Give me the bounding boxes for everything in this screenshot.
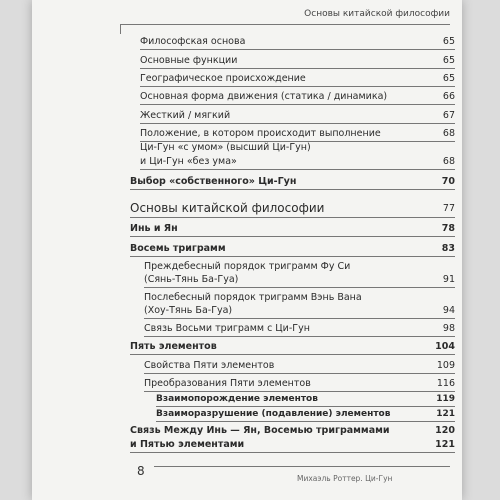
toc-entry[interactable]: Основная форма движения (статика / динамика) 66 [140, 91, 455, 105]
toc-entry[interactable]: Положение, в котором происходит выполнение 68 [140, 128, 455, 142]
toc-entry-line1: Послебесный порядок триграмм Вэнь Вана [144, 292, 362, 303]
footer-author: Михаэль Роттер. Ци-Гун [297, 474, 393, 483]
toc-entry[interactable]: Восемь триграмм 83 [130, 243, 455, 257]
toc-entry[interactable]: Пять элементов 104 [130, 341, 455, 355]
page-number: 8 [137, 464, 145, 478]
toc-entry[interactable]: Свойства Пяти элементов 109 [144, 360, 455, 374]
toc-entry[interactable]: Связь Восьми триграмм с Ци-Гун 98 [144, 323, 455, 337]
toc-entry[interactable]: Жесткий / мягкий 67 [140, 110, 455, 124]
toc-chapter[interactable]: Основы китайской философии 77 [130, 201, 455, 218]
toc-entry[interactable]: Преобразования Пяти элементов 116 [144, 378, 455, 392]
toc-entry[interactable]: Философская основа 65 [140, 36, 455, 50]
toc-entry[interactable]: и Пятью элементами 121 [130, 439, 455, 453]
toc-entry[interactable]: Географическое происхождение 65 [140, 73, 455, 87]
toc-entry[interactable]: Основные функции 65 [140, 55, 455, 69]
toc-entry[interactable]: Взаимопорождение элементов 119 [156, 393, 455, 407]
header-rule-tick [120, 24, 121, 34]
book-page [32, 0, 462, 500]
header-rule [120, 24, 450, 25]
toc-entry-line1: Ци-Гун «с умом» (высший Ци-Гун) [140, 142, 311, 153]
toc-entry[interactable]: Инь и Ян 78 [130, 223, 455, 237]
toc-entry[interactable]: (Сянь-Тянь Ба-Гуа) 91 [144, 274, 455, 288]
toc-entry[interactable]: Выбор «собственного» Ци-Гун 70 [130, 176, 455, 190]
running-head: Основы китайской философии [304, 9, 450, 19]
toc-entry[interactable]: (Хоу-Тянь Ба-Гуа) 94 [144, 305, 455, 319]
toc-entry[interactable]: Взаиморазрушение (подавление) элементов 121 [156, 408, 455, 422]
toc-entry[interactable]: и Ци-Гун «без ума» 68 [140, 156, 455, 170]
toc-entry-line1: Связь Между Инь — Ян, Восемью триграммами 120 [130, 425, 455, 436]
footer-rule [154, 466, 450, 467]
toc-entry-line1: Преждебесный порядок триграмм Фу Си [144, 261, 351, 272]
